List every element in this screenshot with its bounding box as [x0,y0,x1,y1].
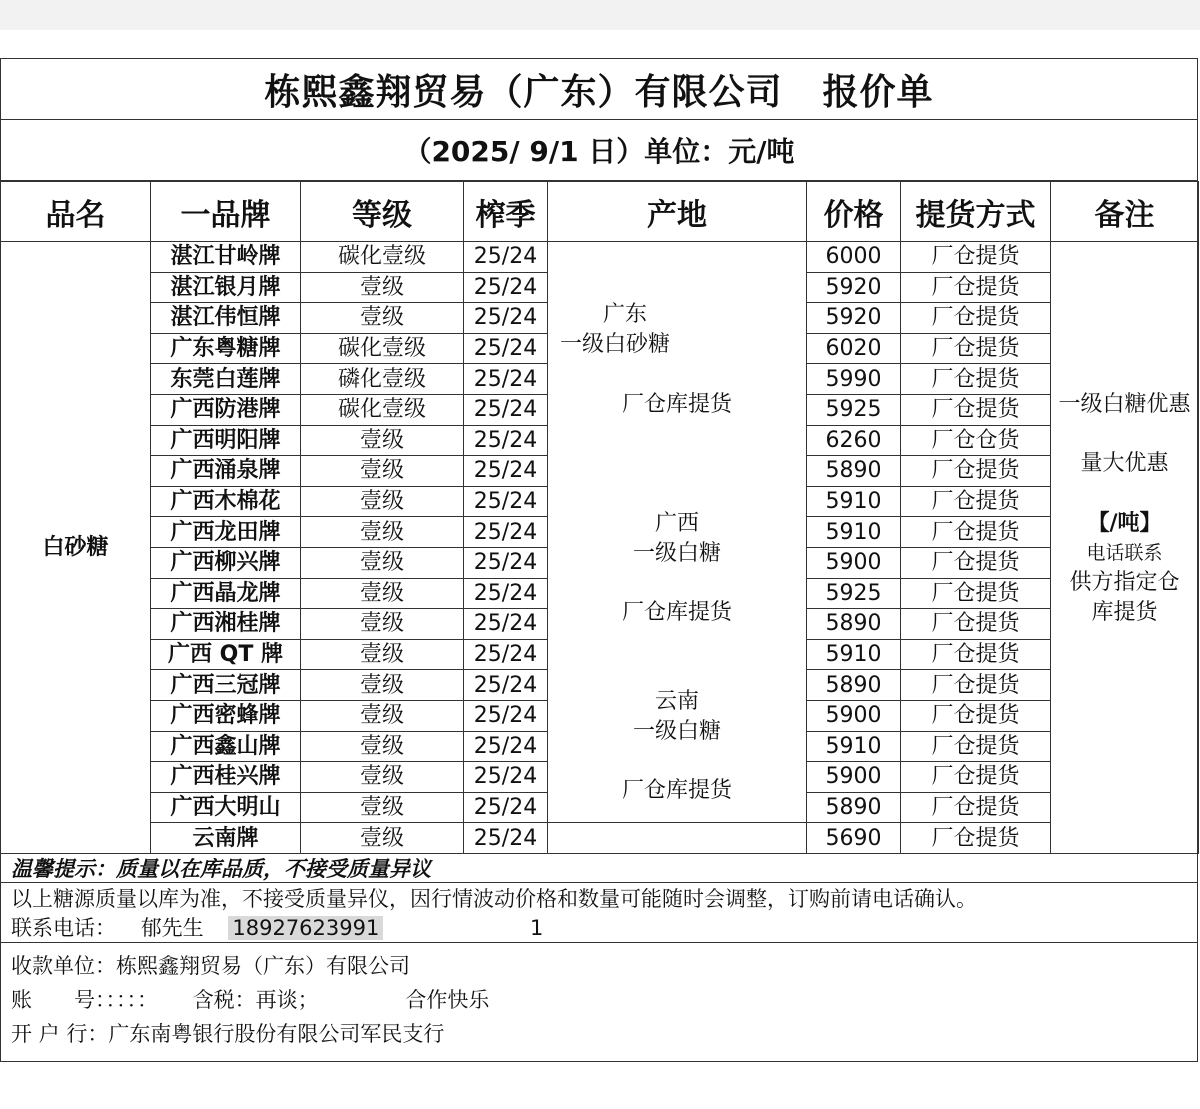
origin-cell [548,242,807,823]
brand-cell: 广西柳兴牌 [151,547,301,578]
season-cell: 25/24 [464,456,548,487]
brand-cell: 云南牌 [151,823,301,854]
contact-extra: 1 [530,915,544,940]
season-cell: 25/24 [464,303,548,334]
price-cell: 5990 [807,364,901,395]
price-cell: 6000 [807,242,901,273]
brand-cell: 东莞白莲牌 [151,364,301,395]
price-cell: 5890 [807,609,901,640]
price-cell: 6260 [807,425,901,456]
brand-cell: 广西防港牌 [151,394,301,425]
pickup-cell: 厂仓提货 [901,364,1051,395]
grade-cell: 壹级 [301,578,464,609]
pickup-cell: 厂仓提货 [901,609,1051,640]
grade-cell: 壹级 [301,303,464,334]
season-cell: 25/24 [464,639,548,670]
account-label: 账 号：：：：： [11,987,158,1012]
pickup-cell: 厂仓提货 [901,823,1051,854]
price-cell: 5890 [807,670,901,701]
pickup-cell: 厂仓提货 [901,639,1051,670]
table-header-row [1,182,1199,242]
notice-block [1,883,1197,943]
grade-cell: 壹级 [301,731,464,762]
brand-cell: 广西 QT 牌 [151,639,301,670]
bank-name: 广东南粤银行股份有限公司军民支行 [108,1021,445,1046]
grade-cell: 壹级 [301,425,464,456]
price-cell: 5900 [807,547,901,578]
pickup-cell: 厂仓提货 [901,517,1051,548]
pickup-cell: 厂仓提货 [901,731,1051,762]
price-cell: 5920 [807,303,901,334]
season-cell: 25/24 [464,578,548,609]
season-cell: 25/24 [464,823,548,854]
price-cell: 5890 [807,456,901,487]
pickup-cell: 厂仓提货 [901,333,1051,364]
brand-cell: 广西大明山 [151,792,301,823]
pickup-cell: 厂仓提货 [901,456,1051,487]
grade-cell: 壹级 [301,670,464,701]
remark-discount: 一级白糖优惠 [1058,392,1191,418]
grade-cell: 壹级 [301,456,464,487]
origin-yn-pickup: 厂仓库提货 [621,778,732,804]
payee-name: 栋熙鑫翔贸易（广东）有限公司 [116,953,410,978]
contact-line [11,914,1187,943]
origin-gx-pickup: 厂仓库提货 [621,600,732,626]
contact-label: 联系电话： [11,915,116,940]
payee-line [11,949,1187,983]
grade-cell: 壹级 [301,547,464,578]
season-cell: 25/24 [464,364,548,395]
header-product: 品名 [1,182,151,242]
season-cell: 25/24 [464,242,548,273]
season-cell: 25/24 [464,609,548,640]
brand-cell: 广西鑫山牌 [151,731,301,762]
company-name: 栋熙鑫翔贸易（广东）有限公司 [264,71,783,113]
pickup-cell: 厂仓提货 [901,578,1051,609]
price-cell: 5890 [807,792,901,823]
pickup-cell: 厂仓提货 [901,303,1051,334]
brand-cell: 湛江银月牌 [151,272,301,303]
pickup-cell: 厂仓提货 [901,762,1051,793]
grade-cell: 碳化壹级 [301,333,464,364]
season-cell: 25/24 [464,425,548,456]
price-cell: 5925 [807,394,901,425]
header-brand: 一品牌 [151,182,301,242]
origin-gd-region: 广东 [602,302,647,328]
season-cell: 25/24 [464,486,548,517]
season-cell: 25/24 [464,333,548,364]
season-cell: 25/24 [464,547,548,578]
price-cell: 5910 [807,486,901,517]
price-cell: 5920 [807,272,901,303]
brand-cell: 湛江甘岭牌 [151,242,301,273]
grade-cell: 壹级 [301,517,464,548]
quality-tip: 温馨提示：质量以在库品质，不接受质量异议 [1,854,1197,883]
origin-yn-type: 一级白糖 [632,719,721,745]
header-price: 价格 [807,182,901,242]
grade-cell: 磷化壹级 [301,364,464,395]
grade-cell: 碳化壹级 [301,242,464,273]
price-cell: 5925 [807,578,901,609]
pickup-cell: 厂仓提货 [901,394,1051,425]
table-row [1,242,1199,273]
origin-gx-type: 一级白糖 [632,541,721,567]
grade-cell: 壹级 [301,272,464,303]
pickup-cell: 厂仓提货 [901,792,1051,823]
remark-warehouse: 供方指定仓 [1069,570,1180,596]
season-cell: 25/24 [464,272,548,303]
price-table [0,181,1199,854]
origin-empty-cell [548,823,807,854]
brand-cell: 湛江伟恒牌 [151,303,301,334]
season-cell: 25/24 [464,394,548,425]
season-cell: 25/24 [464,792,548,823]
greeting: 合作快乐 [405,987,490,1012]
pickup-cell: 厂仓提货 [901,242,1051,273]
brand-cell: 广西涌泉牌 [151,456,301,487]
price-cell: 5910 [807,731,901,762]
header-remarks: 备注 [1051,182,1199,242]
header-origin: 产地 [548,182,807,242]
price-cell: 5910 [807,639,901,670]
payee-label: 收款单位： [11,953,116,978]
pickup-cell: 厂仓提货 [901,272,1051,303]
product-name-cell: 白砂糖 [1,242,151,854]
brand-cell: 广东粤糖牌 [151,333,301,364]
price-cell: 5690 [807,823,901,854]
notice-text: 以上糖源质量以库为准，不接受质量异仪，因行情波动价格和数量可能随时会调整，订购前请电话确认。 [11,886,977,911]
date-unit-line: （2025/ 9/1 日）单位：元/吨 [1,120,1197,181]
tax-note: 含税：再谈； [192,987,319,1012]
season-cell: 25/24 [464,670,548,701]
origin-gd-type: 一级白砂糖 [559,332,670,358]
brand-cell: 广西桂兴牌 [151,762,301,793]
brand-cell: 广西三冠牌 [151,670,301,701]
price-cell: 5910 [807,517,901,548]
phone-number[interactable]: 18927623991 [228,916,383,940]
brand-cell: 广西木棉花 [151,486,301,517]
remark-call: 电话联系 [1086,542,1163,565]
remark-pickup: 库提货 [1091,600,1158,626]
remarks-cell [1051,242,1199,854]
header-season: 榨季 [464,182,548,242]
grade-cell: 碳化壹级 [301,394,464,425]
origin-gd-pickup: 厂仓库提货 [621,392,732,418]
season-cell: 25/24 [464,700,548,731]
season-cell: 25/24 [464,762,548,793]
table-row [1,823,1199,854]
origin-yn-region: 云南 [654,689,699,715]
bank-label: 开 户 行： [11,1021,109,1046]
contact-name: 郁先生 [140,915,204,940]
quotation-sheet [0,58,1198,1062]
grade-cell: 壹级 [301,700,464,731]
brand-cell: 广西密蜂牌 [151,700,301,731]
pickup-cell: 厂仓提货 [901,700,1051,731]
season-cell: 25/24 [464,517,548,548]
pickup-cell: 厂仓提货 [901,486,1051,517]
bank-line [11,1017,1187,1051]
header-pickup: 提货方式 [901,182,1051,242]
grade-cell: 壹级 [301,823,464,854]
pickup-cell: 厂仓提货 [901,547,1051,578]
document-title [1,59,1197,120]
brand-cell: 广西龙田牌 [151,517,301,548]
season-cell: 25/24 [464,731,548,762]
price-cell: 5900 [807,700,901,731]
grade-cell: 壹级 [301,486,464,517]
payment-block [1,943,1197,1051]
pickup-cell: 厂仓仓货 [901,425,1051,456]
pickup-cell: 厂仓提货 [901,670,1051,701]
document-type: 报价单 [822,71,934,113]
account-line [11,983,1187,1017]
brand-cell: 广西晶龙牌 [151,578,301,609]
remark-volume: 量大优惠 [1080,451,1169,477]
price-cell: 6020 [807,333,901,364]
grade-cell: 壹级 [301,762,464,793]
brand-cell: 广西湘桂牌 [151,609,301,640]
grade-cell: 壹级 [301,639,464,670]
header-grade: 等级 [301,182,464,242]
remark-unit: 【/吨】 [1087,511,1162,537]
top-bar [0,0,1200,30]
brand-cell: 广西明阳牌 [151,425,301,456]
grade-cell: 壹级 [301,609,464,640]
grade-cell: 壹级 [301,792,464,823]
price-cell: 5900 [807,762,901,793]
origin-gx-region: 广西 [654,511,699,537]
